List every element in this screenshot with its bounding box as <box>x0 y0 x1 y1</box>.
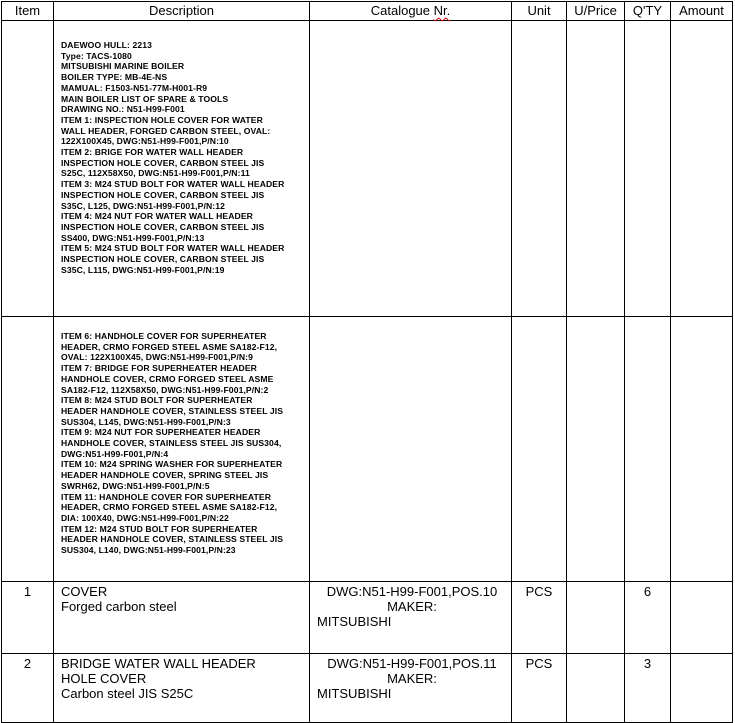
spec-row-1-uprice-cell <box>567 21 625 317</box>
spec-row-2-item-cell <box>2 317 54 582</box>
spec-row-1-qty-cell <box>625 21 671 317</box>
header-uprice: U/Price <box>567 2 625 21</box>
spec-row-1-amount-cell <box>671 21 733 317</box>
header-description: Description <box>54 2 310 21</box>
item-description: COVER Forged carbon steel <box>54 582 310 654</box>
item-number: 1 <box>2 582 54 654</box>
spec-row-1-catalogue-cell <box>310 21 512 317</box>
spec-block-2: ITEM 6: HANDHOLE COVER FOR SUPERHEATER HEADER, CRMO FORGED STEEL ASME SA182-F12, OVAL: 122X100X45, DWG:N51-H99-F001,P/N:9 ITEM 7: BRIDGE FOR SUPERHEATER HEADER HANDHOLE COVER, CRMO FORGED STEEL ASME SA182-F12, 112X58X50, DWG:N51-H99-F001,P/N:2 ITEM 8: M24 STUD BOLT FOR SUPERHEATER HEADER HANDHOLE COVER, STAINLESS STEEL JIS SUS304, L145, DWG:N51-H99-F001,P/N:3 ITEM 9: M24 NUT FOR SUPERHEATER HEADER HANDHOLE COVER, STAINLESS STEEL JIS SUS304, DWG:N51-H99-F001,P/N:4 ITEM 10: M24 SPRING WASHER FOR SUPERHEATER HEADER HANDHOLE COVER, SPRING STEEL JIS SWRH62, DWG:N51-H99-F001,P/N:5 ITEM 11: HANDHOLE COVER FOR SUPERHEATER HEADER, CRMO FORGED STEEL ASME SA182-F12, DIA: 100X40, DWG:N51-H99-F001,P/N:22 ITEM 12: M24 STUD BOLT FOR SUPERHEATER HEADER HANDHOLE COVER, STAINLESS STEEL JIS SUS304, L140, DWG:N51-H99-F001,P/N:23 <box>54 317 310 582</box>
table-row <box>2 582 733 654</box>
item-qty: 6 <box>625 582 671 654</box>
header-catalogue-suffix: Nr. <box>433 3 451 18</box>
spec-row-2-qty-cell <box>625 317 671 582</box>
header-row <box>2 2 733 21</box>
header-unit: Unit <box>512 2 567 21</box>
spec-row-1 <box>2 21 733 317</box>
header-item: Item <box>2 2 54 21</box>
item-number: 2 <box>2 654 54 723</box>
spec-row-1-item-cell <box>2 21 54 317</box>
item-catalogue-maker-label: MAKER: <box>387 671 437 686</box>
table-row <box>2 654 733 723</box>
spec-row-1-unit-cell <box>512 21 567 317</box>
header-amount: Amount <box>671 2 733 21</box>
item-uprice <box>567 582 625 654</box>
item-description: BRIDGE WATER WALL HEADER HOLE COVER Carbon steel JIS S25C <box>54 654 310 723</box>
item-amount <box>671 582 733 654</box>
item-catalogue <box>310 654 512 723</box>
item-catalogue <box>310 582 512 654</box>
spec-row-2-uprice-cell <box>567 317 625 582</box>
header-catalogue <box>310 2 512 21</box>
item-unit: PCS <box>512 582 567 654</box>
item-catalogue-drawing: DWG:N51-H99-F001,POS.11 <box>327 656 497 671</box>
item-catalogue-maker: MITSUBISHI <box>317 614 392 629</box>
header-qty: Q'TY <box>625 2 671 21</box>
spec-row-2 <box>2 317 733 582</box>
item-unit: PCS <box>512 654 567 723</box>
spec-block-1: DAEWOO HULL: 2213 Type: TACS-1080 MITSUBISHI MARINE BOILER BOILER TYPE: MB-4E-NS MAMUAL: F1503-N51-77M-H001-R9 MAIN BOILER LIST OF SPARE & TOOLS DRAWING NO.: N51-H99-F001 ITEM 1: INSPECTION HOLE COVER FOR WATER WALL HEADER, FORGED CARBON STEEL, OVAL: 122X100X45, DWG:N51-H99-F001,P/N:10 ITEM 2: BRIGE FOR WATER WALL HEADER INSPECTION HOLE COVER, CARBON STEEL JIS S25C, 112X58X50, DWG:N51-H99-F001,P/N:11 ITEM 3: M24 STUD BOLT FOR WATER WALL HEADER INSPECTION HOLE COVER, CARBON STEEL JIS S35C, L125, DWG:N51-H99-F001,P/N:12 ITEM 4: M24 NUT FOR WATER WALL HEADER INSPECTION HOLE COVER, CARBON STEEL JIS SS400, DWG:N51-H99-F001,P/N:13 ITEM 5: M24 STUD BOLT FOR WATER WALL HEADER INSPECTION HOLE COVER, CARBON STEEL JIS S35C, L115, DWG:N51-H99-F001,P/N:19 <box>54 21 310 317</box>
item-uprice <box>567 654 625 723</box>
item-catalogue-maker-label: MAKER: <box>387 599 437 614</box>
item-amount <box>671 654 733 723</box>
spec-row-2-catalogue-cell <box>310 317 512 582</box>
item-qty: 3 <box>625 654 671 723</box>
header-catalogue-prefix: Catalogue <box>370 3 434 18</box>
item-catalogue-drawing: DWG:N51-H99-F001,POS.10 <box>326 584 498 599</box>
spec-row-2-amount-cell <box>671 317 733 582</box>
item-catalogue-maker: MITSUBISHI <box>317 686 392 701</box>
spec-row-2-unit-cell <box>512 317 567 582</box>
quotation-table <box>1 1 733 723</box>
